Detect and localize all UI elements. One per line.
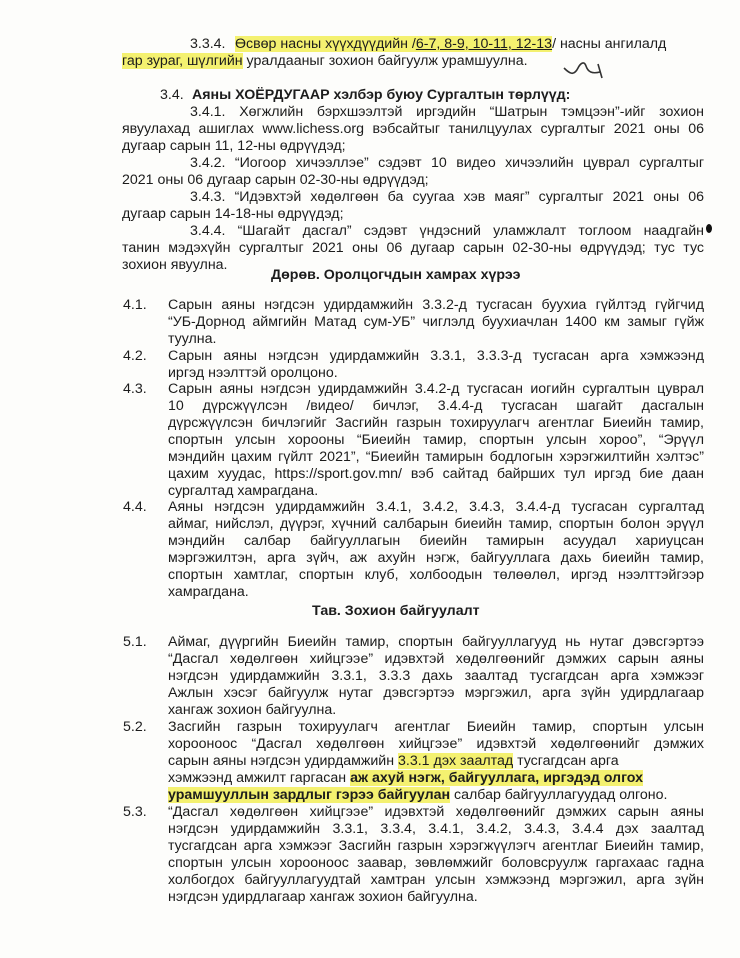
item-3-4-1-line-1: 3.4.1. Хөгжлийн бэрхшээлтэй иргэдийн “Шатрын тэмцээн”-ийг зохион (190, 104, 704, 120)
item-4-3-line-6: цахим хуудас, https://sport.gov.mn/ вэб сайтад байрших тул иргэд бие даан (168, 466, 704, 482)
highlight-clause-3-3-1: 3.3.1 дэх заалтад (398, 753, 514, 769)
item-5-2-line-2: хорооноос “Дасгал хөдөлгөөн хийцгээе” идэвхтэй хөдөлгөөнийг дэмжих (168, 736, 704, 752)
item-3-4-3-line-2: дугаар сарын 14-18-ны өдрүүдэд; (122, 206, 344, 222)
item-3-4-4-line-2: танин мэдэхүйн сургалтыг 2021 оны 06 дугаар сарын 02-30-ны өдрүүдэд; тус тус (122, 240, 704, 256)
item-4-4-line-6: хамрагдана. (168, 584, 249, 600)
item-4-2-line-1: Сарын аяны нэгдсэн удирдамжийн 3.3.1, 3.3.3-д тусгасан арга хэмжээнд (168, 348, 704, 364)
highlight-age-groups-intro: Өсвөр насны хүүхдүүдийн / (235, 36, 416, 52)
item-5-2-line-1: Засгийн газрын тохируулагч агентлаг Биеийн тамир, спортын улсын (168, 719, 704, 735)
item-4-4-line-5: спортын хамтлаг, спортын клуб, холбоодын төлөөлөл, иргэд нээлттэйгээр (168, 567, 704, 583)
section-4-heading: Дөрөв. Оролцогчдын хамрах хүрээ (271, 267, 521, 283)
item-4-3-line-7: сургалтад хамрагдана. (168, 483, 319, 499)
item-5-1-line-1: Аймаг, дүүргийн Биеийн тамир, спортын байгууллагууд нь нутаг дэвсгэртээ (168, 634, 704, 650)
item-4-3-line-1: Сарын аяны нэгдсэн удирдамжийн 3.4.2-д тусгасан иогийн сургалтын цуврал (168, 381, 704, 397)
item-5-2-line-5-end: салбар байгууллагуудад олгоно. (450, 787, 668, 803)
ink-dot (706, 224, 712, 233)
item-3-3-4-line-2-end: уралдааныг зохион байгуулж урамшуулна. (242, 53, 528, 69)
item-4-3-line-5: мэндийн цахим гүйлт 2021”, “Биеийн тамирын бодлогын хэрэгжилтийн хэлтэс” (168, 449, 704, 465)
item-3-4-4-line-1: 3.4.4. “Шагайт дасгал” сэдэвт үндэсний уламжлалт тоглоом наадгайн (190, 223, 704, 239)
highlight-entities-individuals: аж ахуй нэгж, байгууллага, иргэдэд олгох (350, 770, 643, 786)
item-number-5-3: 5.3. (123, 804, 147, 820)
item-4-3-line-2: 10 дүрсжүүлсэн /видео/ бичлэг, 3.4.4-д тусгасан шагайт дасгалын (168, 398, 704, 414)
item-5-2-line-3 (168, 753, 619, 770)
item-4-4-line-1: Аяны нэгдсэн удирдамжийн 3.4.1, 3.4.2, 3.4.3, 3.4.4-д тусгасан сургалтад (168, 499, 704, 515)
item-5-1-line-2: “Дасгал хөдөлгөөн хийцгээе” идэвхтэй хөдөлгөөнийг дэмжих сарын аяны (168, 651, 704, 667)
section-5-heading: Тав. Зохион байгуулалт (312, 603, 480, 619)
item-number-4-4: 4.4. (123, 499, 147, 515)
item-number-5-2: 5.2. (123, 719, 147, 735)
item-3-4-2-line-2: 2021 оны 06 дугаар сарын 02-30-ны өдрүүдэд; (122, 172, 429, 188)
item-4-1-line-2: “УБ-Дорнод аймгийн Матад сум-УБ” чиглэлд буухиачлан 1400 км замыг гүйж (168, 314, 704, 330)
highlight-age-groups: 6-7, 8-9, 10-11, 12-13 (415, 36, 553, 52)
item-3-4-2-line-1: 3.4.2. “Иогоор хичээллэе” сэдэвт 10 видео хичээлийн цуврал сургалтыг (190, 155, 704, 171)
item-5-1-line-5: хангаж зохион байгуулна. (168, 702, 337, 718)
item-3-3-4-line-2 (122, 53, 528, 70)
item-5-2-line-4 (168, 770, 643, 787)
item-4-3-line-3: дүрсжүүлсэн бичлэгийг Засгийн газрын тохируулагч агентлаг Биеийн тамир, (168, 415, 704, 431)
item-5-3-line-4: спортын улсын хорооноос заавар, зөвлөмжийг боловсруулж гаргахаас гадна (168, 855, 704, 871)
item-5-2-line-3-start: сарын аяны нэгдсэн удирдамжийн (168, 753, 398, 769)
section-number-3-4: 3.4. (160, 87, 184, 103)
item-5-1-line-3: нэгдсэн удирдамжийн 3.3.1, 3.3.3 дахь заалтад тусгагдсан арга хэмжээг (168, 668, 704, 684)
item-number-4-2: 4.2. (123, 348, 147, 364)
highlight-incentive-expenses: урамшууллын зардлыг гэрээ байгуулан (168, 787, 451, 803)
item-3-4-1-line-3: дугаар сарын 11, 12-ны өдрүүдэд; (122, 138, 346, 154)
item-3-4-1-line-2: явуулахад ашиглах www.lichess.org вэбсайтыг танилцуулах сургалтыг 2021 оны 06 (122, 121, 704, 137)
item-5-3-line-3: тусгагдсан арга хэмжээг Засгийн газрын хэрэгжүүлэгч агентлаг Биеийн тамир, (168, 838, 704, 854)
section-3-4-title: Аяны ХОЁРДУГААР хэлбэр буюу Сургалтын төрлүүд: (192, 87, 571, 103)
item-number-3-3-4: 3.3.4. (190, 36, 226, 52)
item-3-4-4-line-3: зохион явуулна. (122, 257, 228, 273)
item-number-5-1: 5.1. (123, 634, 147, 650)
item-5-2-line-5 (168, 787, 667, 804)
item-4-4-line-3: мэндийн салбар байгууллагын биеийн тамирын асуудал хариуцсан (168, 533, 704, 549)
item-5-2-line-3-end: тусгагдсан арга (513, 753, 619, 769)
item-3-3-4-line-1-end: / насны ангилалд (552, 36, 667, 52)
item-4-1-line-3: туулна. (168, 331, 217, 347)
item-5-3-line-1: “Дасгал хөдөлгөөн хийцгээе” идэвхтэй хөдөлгөөнийг дэмжих сарын аяны (168, 804, 704, 820)
handwritten-check-mark-icon (560, 56, 610, 82)
item-number-4-3: 4.3. (123, 381, 147, 397)
item-3-3-4-line-1 (235, 36, 666, 53)
item-4-4-line-4: мэргэжилтэн, арга зүйч, аж ахуйн нэгж, байгууллага дахь биеийн тамир, (168, 550, 704, 566)
item-5-3-line-5: холбогдох байгууллагуудтай хамтран улсын хэмжээнд мэргэжил, арга зүйн (168, 872, 704, 888)
highlight-drawing-poetry: гар зураг, шүлгийн (122, 53, 243, 69)
item-3-4-3-line-1: 3.4.3. “Идэвхтэй хөдөлгөөн ба суугаа хэв маяг” сургалтыг 2021 оны 06 (190, 189, 704, 205)
item-4-4-line-2: аймаг, нийслэл, дүүрэг, хүчний салбарын биеийн тамир, спортын болон эрүүл (168, 516, 704, 532)
item-4-1-line-1: Сарын аяны нэгдсэн удирдамжийн 3.3.2-д тусгасан буухиа гүйлтэд гүйгчид (168, 297, 704, 313)
item-5-3-line-6: нэгдсэн удирдлагаар хангаж зохион байгуулна. (168, 889, 478, 905)
item-number-4-1: 4.1. (123, 297, 147, 313)
item-5-1-line-4: Ажлын хэсэг байгуулж нутаг дэвсгэртээ мэргэжил, арга зүйн удирдлагаар (168, 685, 704, 701)
item-4-3-line-4: спортын улсын хорооны “Биеийн тамир, спортын улсын хороо”, “Эрүүл (168, 432, 704, 448)
item-5-2-line-4-start: хэмжээнд амжилт гаргасан (168, 770, 351, 786)
item-4-2-line-2: иргэд нээлттэй оролцоно. (168, 365, 338, 381)
item-5-3-line-2: нэгдсэн удирдамжийн 3.3.1, 3.3.4, 3.4.1, 3.4.2, 3.4.3, 3.4.4 дэх заалтад (168, 821, 704, 837)
